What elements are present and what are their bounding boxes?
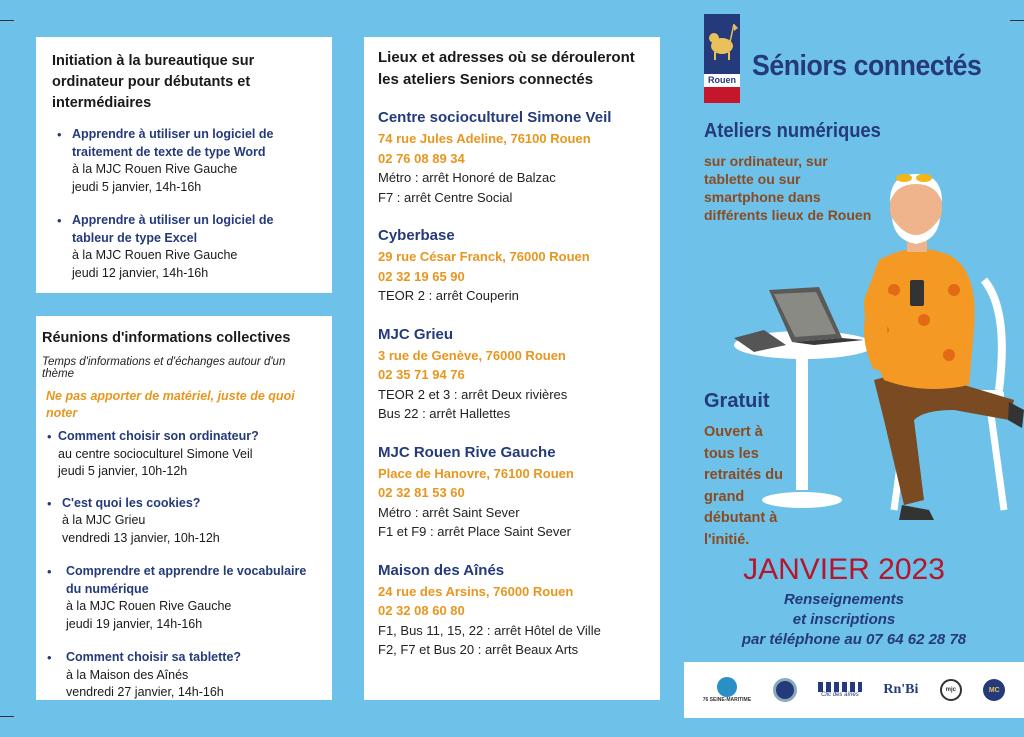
transport-line: F2, F7 et Bus 20 : arrêt Beaux Arts [378,642,579,657]
item-title: • C'est quoi les cookies? [62,495,201,510]
panel-note: Ne pas apporter de matériel, juste de quoi noter [46,389,295,420]
item-place: à la MJC Rouen Rive Gauche [72,162,238,176]
transport-line: Bus 22 : arrêt Hallettes [378,406,511,421]
bureautique-panel [36,37,332,293]
transport-line: Métro : arrêt Saint Sever [378,504,520,520]
transport-line: F1 et F9 : arrêt Place Saint Sever [378,524,571,539]
location-phone: 02 76 08 89 34 [378,150,465,166]
item-place: à la MJC Rouen Rive Gauche [72,248,238,262]
location-address: 74 rue Jules Adeline, 76100 Rouen [378,131,591,146]
location-name: MJC Grieu [378,325,454,343]
location-phone: 02 32 81 53 60 [378,485,465,500]
item-date: vendredi 27 janvier, 14h-16h [66,685,224,699]
item-place: à la MJC Rouen Rive Gauche [66,599,232,613]
item-place: à la MJC Grieu [62,513,146,527]
sandal-shape [1008,402,1024,428]
info-line-1: Renseignements [783,591,905,608]
lamb-icon [704,14,740,74]
transport-line: F1, Bus 11, 15, 22 : arrêt Hôtel de Ville [378,622,601,638]
info-line-2: et inscriptions [792,611,896,628]
mjc-logo: mjc [940,679,962,701]
head-shape [890,174,942,252]
partner-logos [684,662,1024,718]
location-name: Cyberbase [378,227,455,244]
month-label: JANVIER 2023 [743,553,945,586]
location-phone: 02 32 19 65 90 [378,268,465,284]
list-item [42,495,318,548]
location-name: MJC Rouen Rive Gauche [378,443,556,461]
transport-line: TEOR 2 et 3 : arrêt Deux rivières [378,386,568,402]
logo-red-band [704,87,740,103]
locations-panel [364,37,660,700]
sandal-shape [899,505,934,520]
panel-subtitle: Temps d'informations et d'échanges autour d'un thème [42,356,286,380]
cover-subtitle: Ateliers numériques [704,120,881,142]
item-date: jeudi 19 janvier, 14h-16h [66,616,203,631]
location-card [378,324,646,424]
transport-line: F7 : arrêt Centre Social [378,189,513,205]
reunion-list [42,428,318,702]
list-item [52,212,318,282]
gratuit-label: Gratuit [704,390,770,412]
workshop-list [52,126,318,282]
cover-title: Séniors connectés [752,50,982,82]
location-name: Maison des Aînés [378,561,505,579]
rnbi-logo: Rn'Bi [883,682,919,697]
transport-line: TEOR 2 : arrêt Couperin [378,288,519,303]
item-title: • Apprendre à utiliser un logiciel de tableur de type Excel [72,213,274,245]
panel-title: Initiation à la bureautique sur ordinateur pour débutants et intermédiaires [52,53,255,111]
location-address: 29 rue César Franck, 76000 Rouen [378,249,590,264]
crop-mark [0,716,14,717]
crop-mark [0,20,14,21]
transport-line: Métro : arrêt Honoré de Balzac [378,170,556,185]
item-place: à la Maison des Aînés [66,667,189,682]
location-address: Place de Hanovre, 76100 Rouen [378,465,574,481]
seine-maritime-logo: 76 SEINE-MARITIME [703,677,751,703]
location-card [378,442,646,542]
rouen-logo [704,14,740,102]
panel-title: Lieux et adresses où se dérouleront les ateliers Seniors connectés [378,49,635,88]
location-phone: 02 32 08 60 80 [378,603,465,618]
list-item [42,563,318,633]
item-title: • Comment choisir sa tablette? [66,650,242,664]
info-line-3: par téléphone au 07 64 62 28 78 [741,631,967,648]
phone-shape [910,280,924,306]
item-title: • Apprendre à utiliser un logiciel de traitement de texte de type Word [72,127,274,159]
location-card [378,107,646,207]
mc-logo: MC [983,679,1005,701]
item-title: • Comment choisir son ordinateur? [58,429,259,443]
clic-des-aines-logo: Clic des aînés [818,682,862,698]
item-date: jeudi 5 janvier, 14h-16h [72,179,202,194]
location-address: 24 rue des Arsins, 76000 Rouen [378,583,574,599]
location-phone: 02 35 71 94 76 [378,367,465,382]
panel-title: Réunions d'informations collectives [42,330,291,346]
item-place: au centre socioculturel Simone Veil [58,446,253,461]
location-name: Centre socioculturel Simone Veil [378,109,612,126]
cover-panel [684,0,1024,737]
item-date: vendredi 13 janvier, 10h-12h [62,530,220,545]
location-card [378,560,646,660]
list-item [42,649,318,702]
location-card [378,225,646,306]
list-item [42,428,318,481]
logo-text: Rouen [704,74,740,87]
partner-logo-round [773,678,797,702]
location-list [378,107,646,660]
item-date: jeudi 12 janvier, 14h-16h [72,265,209,280]
location-address: 3 rue de Genève, 76000 Rouen [378,347,566,363]
list-item [52,126,318,196]
item-date: jeudi 5 janvier, 10h-12h [58,464,188,478]
reunions-panel [36,316,332,700]
cover-description: sur ordinateur, sur tablette ou sur smartphone dans différents lieux de Rouen [704,153,872,223]
open-to-text: Ouvert à tous les retraités du grand débutant à l'initié. [704,424,783,548]
item-title: • Comprendre et apprendre le vocabulaire du numérique [66,564,307,596]
